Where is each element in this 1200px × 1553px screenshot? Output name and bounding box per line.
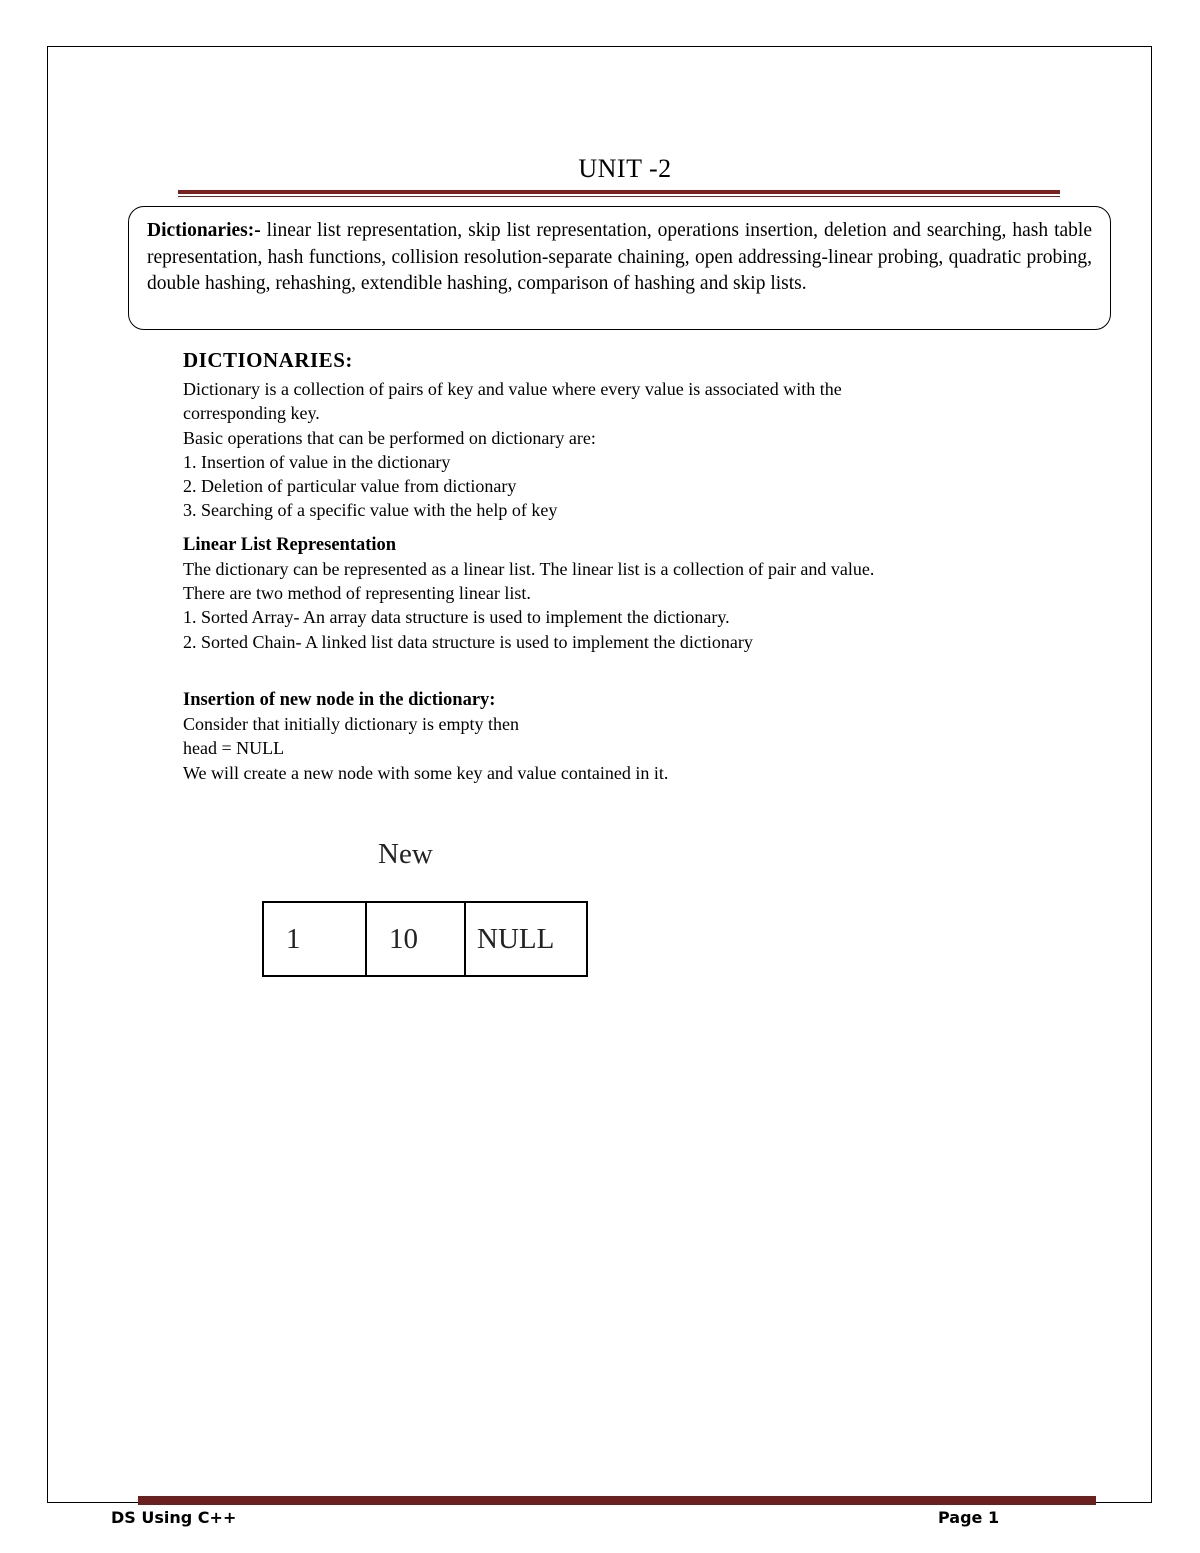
text-line: corresponding key. <box>183 403 320 424</box>
footer-title: DS Using C++ <box>111 1508 237 1527</box>
syllabus-text: linear list representation, skip list representation, operations insertion, deletion and searching, hash table representation, hash functions, collision resolution-separate chaining, open addressing-linear probing, quadratic probing, double hashing, rehashing, extendible hashing, comparison of hashing and skip lists. <box>147 220 1092 294</box>
text-line: We will create a new node with some key and value contained in it. <box>183 762 669 783</box>
linear-list-heading: Linear List Representation <box>183 534 397 555</box>
list-item: 1. Insertion of value in the dictionary <box>183 451 451 472</box>
node-next-cell: NULL <box>464 903 586 975</box>
text-line: Consider that initially dictionary is empty then <box>183 713 519 734</box>
linked-list-node <box>262 901 588 977</box>
text-line: Dictionary is a collection of pairs of key and value where every value is associated with the <box>183 379 842 399</box>
node-label: New <box>378 838 433 870</box>
footer-rule <box>138 1496 1096 1505</box>
text-line: head = NULL <box>183 738 285 759</box>
text-line: The dictionary can be represented as a linear list. The linear list is a collection of pair and value. <box>183 558 875 579</box>
insertion-heading: Insertion of new node in the dictionary: <box>183 689 496 710</box>
main-content <box>183 347 1083 785</box>
list-item: 2. Sorted Chain- A linked list data structure is used to implement the dictionary <box>183 631 753 652</box>
node-key-cell: 1 <box>286 922 301 955</box>
text-line: Basic operations that can be performed on dictionary are: <box>183 427 596 448</box>
list-item: 2. Deletion of particular value from dictionary <box>183 476 517 497</box>
page-number: Page 1 <box>938 1508 1000 1527</box>
title-rule-thin <box>178 196 1060 197</box>
syllabus-label: Dictionaries:- <box>147 220 261 241</box>
page-title: UNIT -2 <box>578 154 672 183</box>
text-line: There are two method of representing linear list. <box>183 583 531 604</box>
node-value-cell: 10 <box>365 903 464 975</box>
list-item: 1. Sorted Array- An array data structure is used to implement the dictionary. <box>183 607 730 628</box>
syllabus-box <box>128 206 1111 330</box>
dictionaries-heading: DICTIONARIES: <box>183 348 353 372</box>
title-rule <box>178 190 1060 194</box>
list-item: 3. Searching of a specific value with the help of key <box>183 500 558 521</box>
